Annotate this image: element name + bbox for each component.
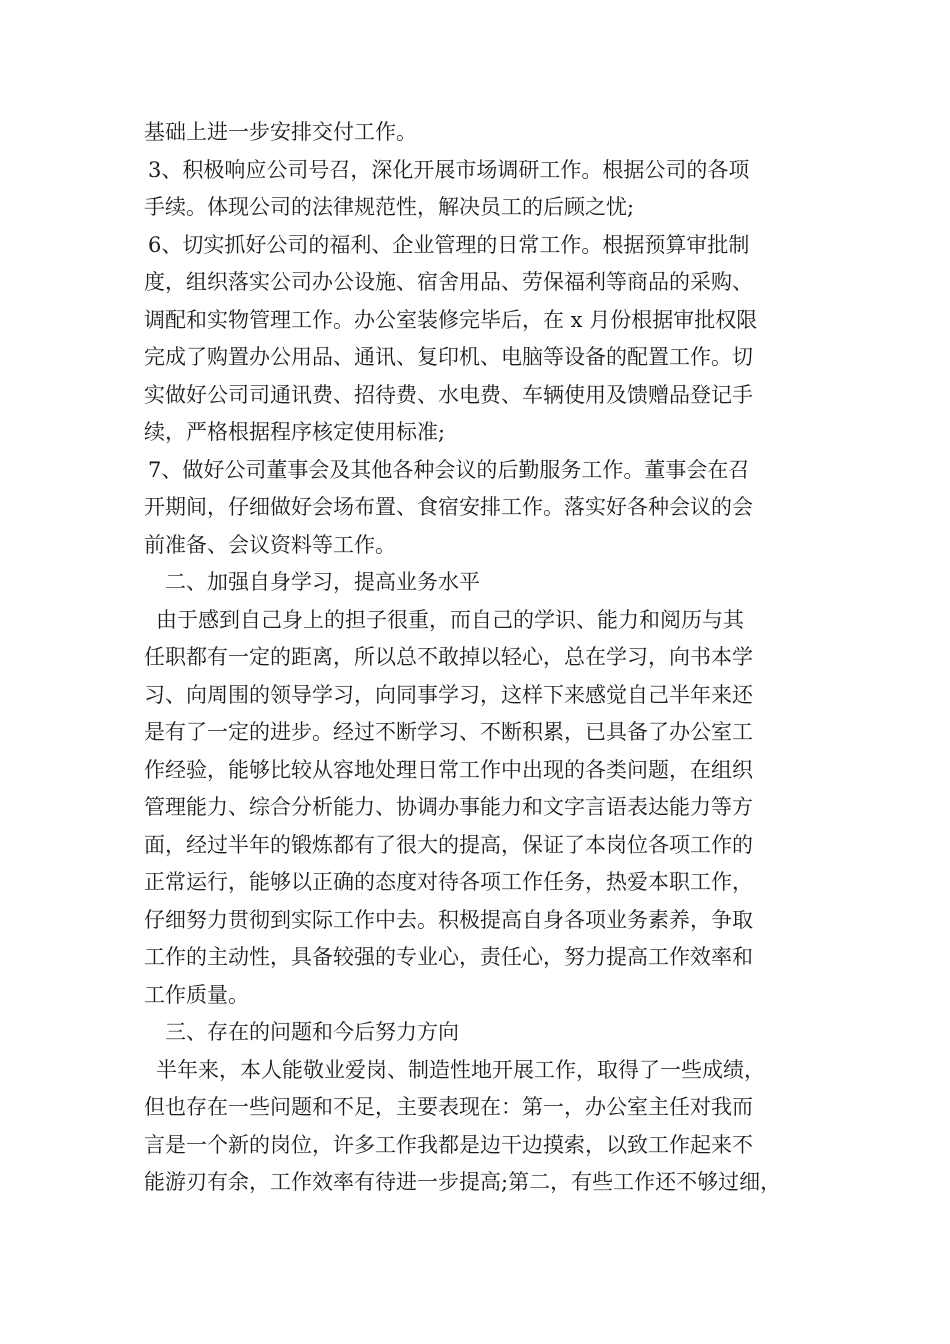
text-line: 言是一个新的岗位，许多工作我都是边干边摸索，以致工作起来不 — [144, 1132, 753, 1157]
text-line: 完成了购置办公用品、通讯、复印机、电脑等设备的配置工作。切 — [144, 345, 753, 369]
text-line: 续，严格根据程序核定使用标准; — [144, 420, 446, 444]
text-line: 由于感到自己身上的担子很重，而自己的学识、能力和阅历与其 — [156, 607, 744, 632]
text-line: 工作质量。 — [144, 982, 249, 1007]
text-line: 实做好公司司通讯费、招待费、水电费、车辆使用及馈赠品登记手 — [144, 382, 753, 407]
text-line: 面，经过半年的锻炼都有了很大的提高，保证了本岗位各项工作的 — [144, 832, 753, 857]
text-line: 习、向周围的领导学习，向同事学习，这样下来感觉自己半年来还 — [144, 682, 753, 707]
text-line: 基础上进一步安排交付工作。 — [144, 120, 417, 144]
text-line: 工作的主动性，具备较强的专业心，责任心，努力提高工作效率和 — [144, 945, 753, 969]
text-line: 开期间，仔细做好会场布置、食宿安排工作。落实好各种会议的会 — [144, 495, 753, 519]
text-line: 3、积极响应公司号召，深化开展市场调研工作。根据公司的各项 — [148, 157, 750, 182]
text-line: 仔细努力贯彻到实际工作中去。积极提高自身各项业务素养，争取 — [144, 907, 753, 932]
text-line: 前准备、会议资料等工作。 — [144, 532, 396, 557]
document-body — [144, 114, 834, 1202]
text-line: 作经验，能够比较从容地处理日常工作中出现的各类问题，在组织 — [144, 757, 753, 782]
text-line: 6、切实抓好公司的福利、企业管理的日常工作。根据预算审批制 — [148, 232, 750, 257]
text-line: 任职都有一定的距离，所以总不敢掉以轻心，总在学习，向书本学 — [144, 645, 753, 669]
text-line: 但也存在一些问题和不足，主要表现在：第一，办公室主任对我而 — [144, 1095, 753, 1119]
section-heading: 二、加强自身学习，提高业务水平 — [165, 570, 480, 594]
text-line: 调配和实物管理工作。办公室装修完毕后，在 x 月份根据审批权限 — [144, 307, 758, 332]
text-line: 能游刃有余，工作效率有待进一步提高;第二，有些工作还不够过细， — [144, 1170, 782, 1194]
text-line: 正常运行，能够以正确的态度对待各项工作任务，热爱本职工作， — [144, 870, 753, 894]
text-line: 7、做好公司董事会及其他各种会议的后勤服务工作。董事会在召 — [148, 457, 750, 482]
text-line: 度，组织落实公司办公设施、宿舍用品、劳保福利等商品的采购、 — [144, 270, 753, 294]
text-line: 是有了一定的进步。经过不断学习、不断积累，已具备了办公室工 — [144, 720, 753, 744]
text-line: 半年来，本人能敬业爱岗、制造性地开展工作，取得了一些成绩， — [156, 1057, 765, 1082]
section-heading: 三、存在的问题和今后努力方向 — [165, 1020, 459, 1044]
text-line: 手续。体现公司的法律规范性，解决员工的后顾之忧; — [144, 195, 635, 219]
text-line: 管理能力、综合分析能力、协调办事能力和文字言语表达能力等方 — [144, 795, 753, 819]
